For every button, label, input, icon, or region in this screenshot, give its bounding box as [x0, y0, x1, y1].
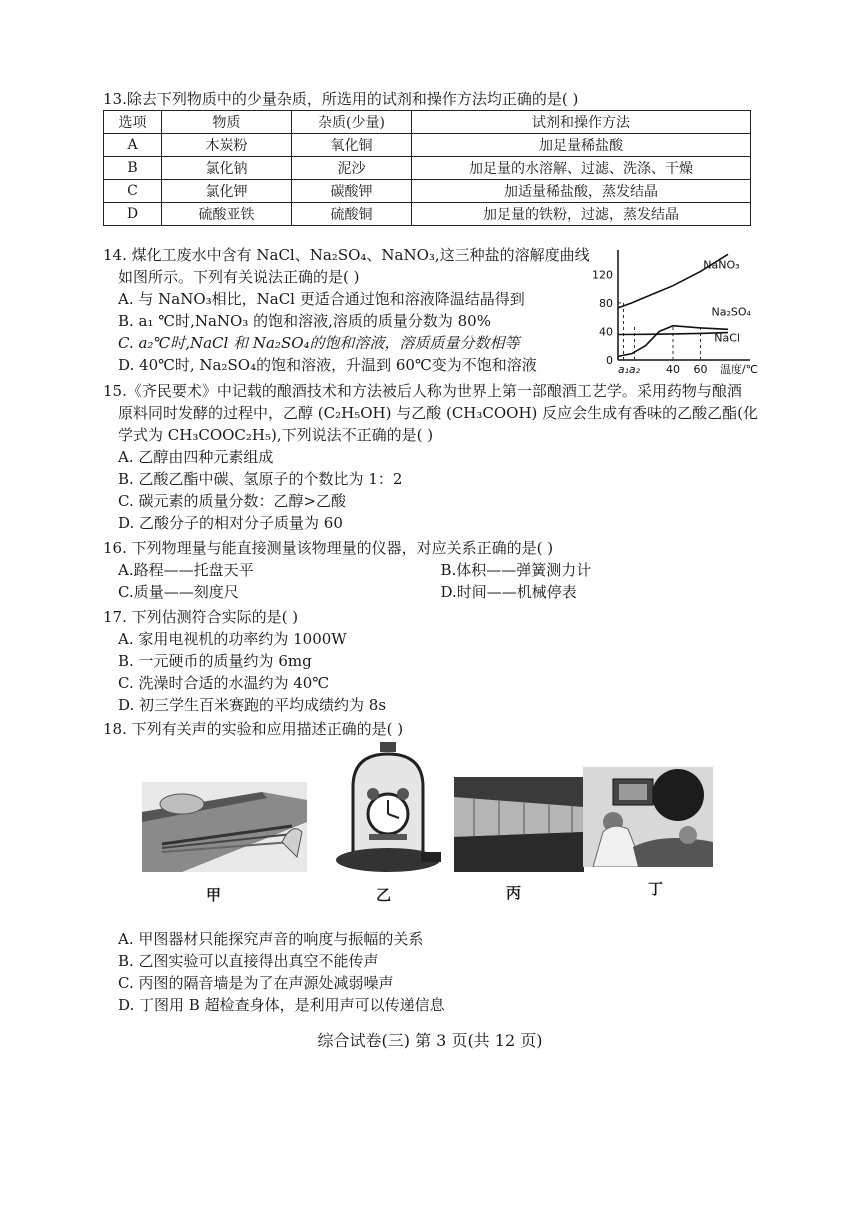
- sound-barrier-figure: [454, 777, 584, 872]
- option-d: D. 初三学生百米赛跑的平均成绩约为 8s: [118, 696, 387, 714]
- table-cell: D: [104, 203, 162, 226]
- question-14-stem: 14. 煤化工废水中含有 NaCl、Na₂SO₄、NaNO₃,这三种盐的溶解度曲线: [103, 246, 590, 264]
- x-tick-label: 40: [666, 363, 680, 376]
- question-15-stem: 15.《齐民要术》中记载的酿酒技术和方法被后人称为世界上第一部酿酒工艺学。采用药物与酿酒: [103, 382, 742, 400]
- option-b: B. a₁ ℃时,NaNO₃ 的饱和溶液,溶质的质量分数为 80%: [118, 312, 491, 330]
- y-tick-label: 120: [592, 268, 613, 282]
- option-a: A.路程——托盘天平: [118, 561, 254, 579]
- table-header: 物质: [162, 111, 292, 134]
- option-b: B.体积——弹簧测力计: [440, 561, 592, 579]
- option-d: D.时间——机械停表: [440, 583, 577, 601]
- table-header-row: [104, 111, 751, 134]
- table-cell: 氯化钠: [162, 157, 292, 180]
- question-13: [103, 88, 763, 110]
- figure-caption-ding: 丁: [648, 880, 664, 898]
- table-cell: 硫酸铜: [292, 203, 412, 226]
- table-cell: 氧化铜: [292, 134, 412, 157]
- x-tick-label: a₁: [617, 363, 630, 376]
- solubility-chart: [588, 250, 768, 380]
- table-cell: 木炭粉: [162, 134, 292, 157]
- figure-caption-jia: 甲: [206, 886, 222, 904]
- question-15-stem-line2: 原料同时发酵的过程中，乙醇 (C₂H₅OH) 与乙酸 (CH₃COOH) 反应会生成有香味的乙酸乙酯(化: [118, 404, 759, 422]
- option-c: C. 碳元素的质量分数：乙醇>乙酸: [118, 492, 347, 510]
- option-a: A. 与 NaNO₃相比，NaCl 更适合通过饱和溶液降温结晶得到: [118, 290, 525, 308]
- option-a: A. 家用电视机的功率约为 1000W: [118, 630, 347, 648]
- option-d: D. 40℃时, Na₂SO₄的饱和溶液，升温到 60℃变为不饱和溶液: [118, 356, 537, 374]
- table-cell: 加足量稀盐酸: [412, 134, 751, 157]
- question-15-stem-line3: 学式为 CH₃COOC₂H₅),下列说法不正确的是( ): [118, 426, 434, 444]
- option-d: D. 丁图用 B 超检查身体，是利用声可以传递信息: [118, 996, 445, 1014]
- option-a: A. 乙醇由四种元素组成: [118, 448, 274, 466]
- question-15: [103, 380, 763, 534]
- option-c: C. 洗澡时合适的水温约为 40℃: [118, 674, 330, 692]
- table-header: 试剂和操作方法: [412, 111, 751, 134]
- x-axis-label: 温度/℃: [719, 363, 758, 376]
- page-footer: 综合试卷(三) 第 3 页(共 12 页): [317, 1031, 543, 1050]
- option-b: B. 乙图实验可以直接得出真空不能传声: [118, 952, 379, 970]
- question-17: [103, 606, 763, 716]
- figure-caption-yi: 乙: [376, 886, 392, 904]
- figure-caption-bing: 丙: [506, 884, 522, 902]
- table-row: [104, 157, 751, 180]
- question-18-stem: 18. 下列有关声的实验和应用描述正确的是( ): [103, 720, 404, 738]
- y-tick-label: 40: [599, 325, 613, 339]
- series-label: Na₂SO₄: [711, 305, 751, 319]
- option-c: C. a₂℃时,NaCl 和 Na₂SO₄的饱和溶液，溶质质量分数相等: [118, 334, 520, 352]
- ultrasound-exam-figure: [583, 767, 713, 867]
- table-cell: 硫酸亚铁: [162, 203, 292, 226]
- ruler-on-table-figure: [142, 782, 307, 872]
- y-tick-label: 80: [599, 296, 613, 310]
- question-18: [103, 718, 763, 740]
- x-tick-label: 60: [693, 363, 708, 376]
- option-b: B. 一元硬币的质量约为 6mg: [118, 652, 312, 670]
- table-cell: 氯化钾: [162, 180, 292, 203]
- question-13-stem: 13.除去下列物质中的少量杂质，所选用的试剂和操作方法均正确的是( ): [103, 90, 579, 108]
- table-header: 杂质(少量): [292, 111, 412, 134]
- x-tick-label: a₂: [628, 363, 641, 376]
- question-18-options: [118, 928, 758, 1016]
- table-cell: 碳酸钾: [292, 180, 412, 203]
- question-16: [103, 537, 763, 603]
- table-cell: 加适量稀盐酸，蒸发结晶: [412, 180, 751, 203]
- table-cell: C: [104, 180, 162, 203]
- series-label: NaCl: [714, 331, 740, 345]
- question-14: [103, 244, 598, 376]
- series-label: NaNO₃: [703, 258, 740, 272]
- question-17-stem: 17. 下列估测符合实际的是( ): [103, 608, 299, 626]
- y-tick-label: 0: [606, 354, 613, 367]
- table-cell: 加足量的水溶解、过滤、洗涤、干燥: [412, 157, 751, 180]
- question-18-figures: [138, 742, 738, 902]
- option-a: A. 甲图器材只能探究声音的响度与振幅的关系: [118, 930, 424, 948]
- table-header: 选项: [104, 111, 162, 134]
- table-cell: A: [104, 134, 162, 157]
- question-13-table: [103, 110, 751, 226]
- table-row: [104, 180, 751, 203]
- table-row: [104, 203, 751, 226]
- option-c: C. 丙图的隔音墙是为了在声源处减弱噪声: [118, 974, 394, 992]
- bell-jar-clock-figure: [333, 742, 443, 877]
- table-cell: 加足量的铁粉，过滤，蒸发结晶: [412, 203, 751, 226]
- table-row: [104, 134, 751, 157]
- table-cell: 泥沙: [292, 157, 412, 180]
- option-c: C.质量——刻度尺: [118, 583, 239, 601]
- option-b: B. 乙酸乙酯中碳、氢原子的个数比为 1：2: [118, 470, 403, 488]
- chart-labels: [703, 259, 751, 345]
- question-16-stem: 16. 下列物理量与能直接测量该物理量的仪器，对应关系正确的是( ): [103, 539, 554, 557]
- table-cell: B: [104, 157, 162, 180]
- option-d: D. 乙酸分子的相对分子质量为 60: [118, 514, 343, 532]
- question-14-stem-line2: 如图所示。下列有关说法正确的是( ): [118, 268, 360, 286]
